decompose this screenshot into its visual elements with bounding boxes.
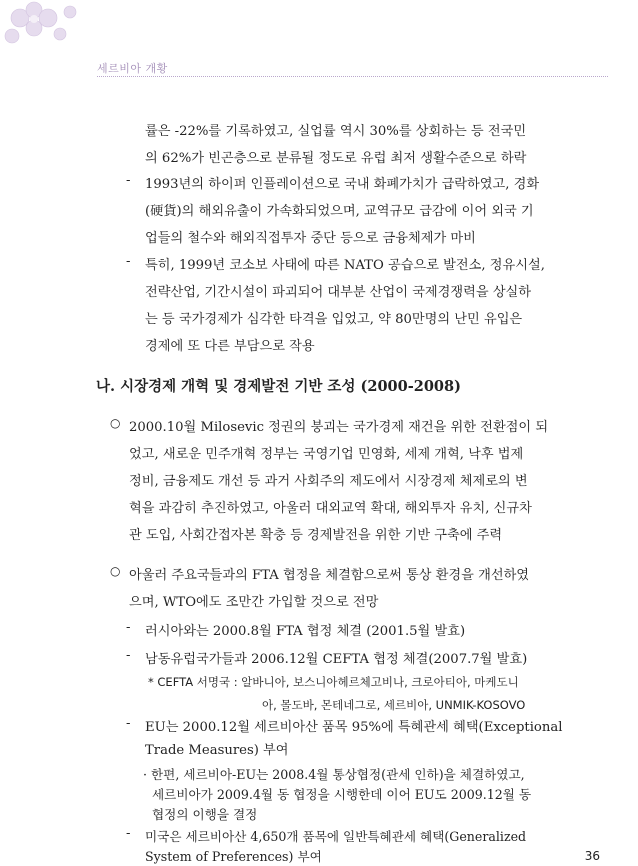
paragraph-line: 으며, WTO에도 조만간 가입할 것으로 전망 <box>129 595 379 610</box>
paragraph-line: 특히, 1999년 코소보 사태에 따른 NATO 공습으로 발전소, 정유시설, <box>145 258 545 273</box>
circle-bullet: ○ <box>110 416 121 430</box>
paragraph-line: 는 등 국가경제가 심각한 타격을 입었고, 약 80만명의 난민 유입은 <box>145 312 523 327</box>
paragraph-line: 아울러 주요국들과의 FTA 협정을 체결함으로써 통상 환경을 개선하였 <box>129 568 530 583</box>
footnote-line: * CEFTA 서명국 : 알바니아, 보스니아헤르체고비나, 크로아티아, 마케도니 <box>148 675 519 689</box>
paragraph-line: 2000.10월 Milosevic 정권의 붕괴는 국가경제 재건을 위한 전환점이 되 <box>129 420 549 435</box>
dash-bullet: - <box>126 173 131 188</box>
dash-bullet: - <box>126 254 131 269</box>
paragraph-line: 업들의 철수와 해외직접투자 중단 등으로 금융체제가 마비 <box>145 231 476 246</box>
paragraph-line: 혁을 과감히 추진하였고, 아울러 대외교역 확대, 해외투자 유치, 신규차 <box>129 501 532 516</box>
paragraph-line: System of Preferences) 부여 <box>145 849 322 864</box>
paragraph-line: · 한편, 세르비아-EU는 2008.4월 통상협정(관세 인하)을 체결하였고, <box>143 767 525 782</box>
section-heading: 나. 시장경제 개혁 및 경제발전 기반 조성 (2000-2008) <box>96 378 461 395</box>
circle-bullet: ○ <box>110 564 121 578</box>
dash-bullet: - <box>126 716 131 731</box>
paragraph-line: 관 도입, 사회간접자본 확충 등 경제발전을 위한 기반 구축에 주력 <box>129 528 503 543</box>
paragraph-line: 남동유럽국가들과 2006.12월 CEFTA 협정 체결(2007.7월 발효) <box>145 652 528 667</box>
dash-bullet: - <box>126 826 131 841</box>
flower-decoration-icon <box>0 0 90 60</box>
paragraph-line: 1993년의 하이퍼 인플레이션으로 국내 화폐가치가 급락하였고, 경화 <box>145 177 540 192</box>
running-header-title: 세르비아 개황 <box>97 62 168 75</box>
paragraph-line: 정비, 금융제도 개선 등 과거 사회주의 제도에서 시장경제 체제로의 변 <box>129 474 528 489</box>
page-number: 36 <box>584 849 600 863</box>
paragraph-line: 률은 -22%를 기록하였고, 실업률 역시 30%를 상회하는 등 전국민 <box>145 124 527 139</box>
paragraph-line: 러시아와는 2000.8월 FTA 협정 체결 (2001.5월 발효) <box>145 624 466 639</box>
paragraph-line: 었고, 새로운 민주개혁 정부는 국영기업 민영화, 세제 개혁, 낙후 법제 <box>129 447 524 462</box>
paragraph-line: 경제에 또 다른 부담으로 작용 <box>145 339 315 354</box>
paragraph-line: 미국은 세르비아산 4,650개 품목에 일반특혜관세 혜택(Generalized <box>145 829 527 844</box>
dash-bullet: - <box>126 648 131 663</box>
paragraph-line: (硬貨)의 해외유출이 가속화되었으며, 교역규모 급감에 이어 외국 기 <box>145 204 534 219</box>
paragraph-line: EU는 2000.12월 세르비아산 품목 95%에 특혜관세 혜택(Exceptional <box>145 720 563 735</box>
footnote-line: 아, 몰도바, 몬테네그로, 세르비아, UNMIK-KOSOVO <box>262 698 526 712</box>
paragraph-line: 전략산업, 기간시설이 파괴되어 대부분 산업이 국제경쟁력을 상실하 <box>145 285 532 300</box>
dash-bullet: - <box>126 620 131 635</box>
paragraph-line: 협정의 이행을 결정 <box>152 807 258 822</box>
paragraph-line: 의 62%가 빈곤층으로 분류될 정도로 유럽 최저 생활수준으로 하락 <box>145 151 527 166</box>
paragraph-line: 세르비아가 2009.4월 동 협정을 시행한데 이어 EU도 2009.12월 동 <box>152 787 532 802</box>
header-divider <box>97 76 608 77</box>
paragraph-line: Trade Measures) 부여 <box>145 743 289 758</box>
